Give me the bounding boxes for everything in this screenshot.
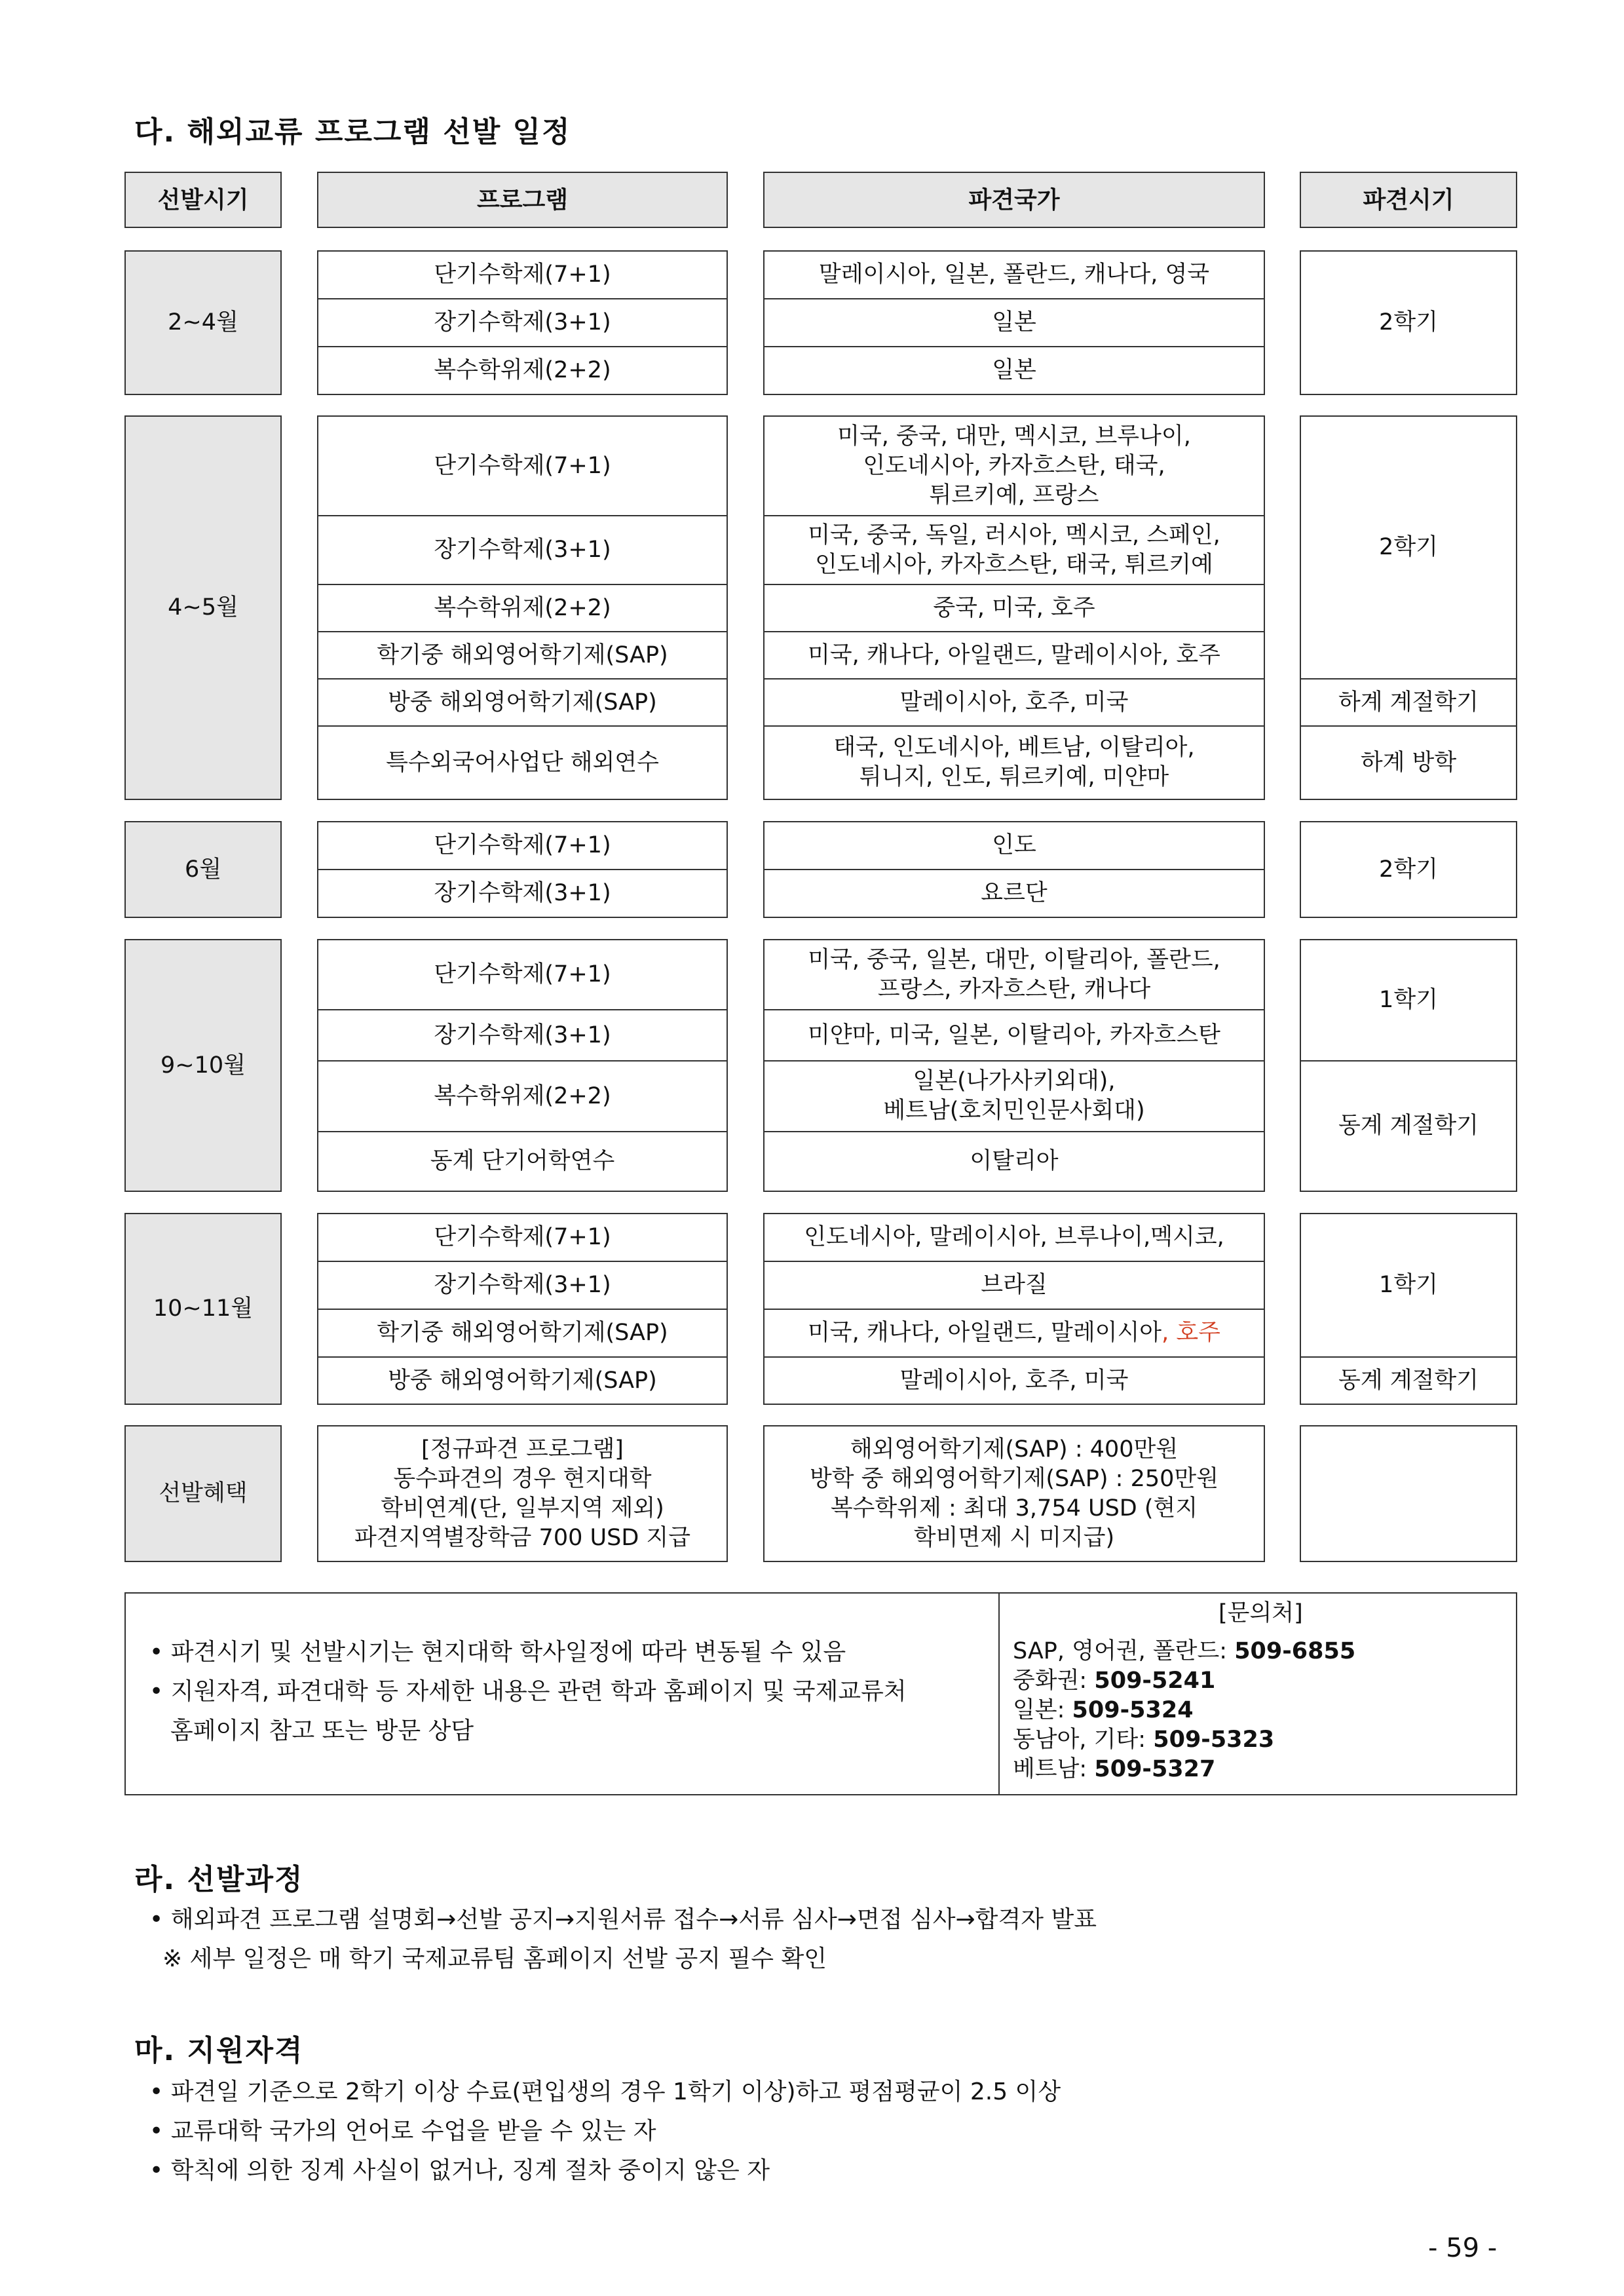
country-cell: 미국, 중국, 독일, 러시아, 멕시코, 스페인, 인도네시아, 카자흐스탄, 태국, 튀르키예 bbox=[763, 515, 1265, 585]
program-cell: 단기수학제(7+1) bbox=[317, 415, 728, 516]
bullet-icon: • bbox=[149, 1639, 164, 1666]
country-cell: 이탈리아 bbox=[763, 1131, 1265, 1192]
country-cell: 인도 bbox=[763, 821, 1265, 870]
program-cell: 복수학위제(2+2) bbox=[317, 1060, 728, 1132]
country-cell: 미국, 캐나다, 아일랜드, 말레이시아, 호주 bbox=[763, 631, 1265, 679]
notes-bullet-item: • 지원자격, 파견대학 등 자세한 내용은 관련 학과 홈페이지 및 국제교류처 bbox=[149, 1678, 907, 1705]
contact-item: 베트남: 509-5327 bbox=[1013, 1756, 1216, 1782]
program-cell: 장기수학제(3+1) bbox=[317, 869, 728, 918]
notes-bullets bbox=[149, 1633, 907, 1751]
period-cell: 9~10월 bbox=[124, 939, 282, 1192]
country-cell: 일본 bbox=[763, 346, 1265, 395]
country-cell: 요르단 bbox=[763, 869, 1265, 918]
dispatch-cell: 2학기 bbox=[1300, 415, 1517, 679]
country-cell: 일본 bbox=[763, 298, 1265, 347]
schedule-section-title: 다. 해외교류 프로그램 선발 일정 bbox=[134, 115, 571, 149]
country-cell: 미국, 중국, 대만, 멕시코, 브루나이, 인도네시아, 카자흐스탄, 태국, 튀르키예, 프랑스 bbox=[763, 415, 1265, 516]
country-cell: 미얀마, 미국, 일본, 이탈리아, 카자흐스탄 bbox=[763, 1009, 1265, 1062]
country-cell: 중국, 미국, 호주 bbox=[763, 584, 1265, 632]
eligibility-list bbox=[149, 2073, 1061, 2191]
dispatch-cell: 2학기 bbox=[1300, 821, 1517, 918]
process-steps: • 해외파견 프로그램 설명회→선발 공지→지원서류 접수→서류 심사→면접 심사→합격자 발표 bbox=[149, 1906, 1097, 1933]
dispatch-cell: 동계 계절학기 bbox=[1300, 1060, 1517, 1192]
program-cell: 방중 해외영어학기제(SAP) bbox=[317, 1356, 728, 1405]
period-cell: 10~11월 bbox=[124, 1213, 282, 1405]
benefits-empty-cell bbox=[1300, 1425, 1517, 1562]
period-cell: 6월 bbox=[124, 821, 282, 918]
notes-bullet-item: • 파견시기 및 선발시기는 현지대학 학사일정에 따라 변동될 수 있음 bbox=[149, 1639, 846, 1666]
country-cell: 말레이시아, 일본, 폴란드, 캐나다, 영국 bbox=[763, 250, 1265, 299]
contact-title: [문의처] bbox=[1218, 1600, 1303, 1626]
contact-item: 동남아, 기타: 509-5323 bbox=[1013, 1727, 1275, 1753]
program-cell: 장기수학제(3+1) bbox=[317, 515, 728, 585]
program-cell: 학기중 해외영어학기제(SAP) bbox=[317, 1309, 728, 1358]
country-cell: 미국, 중국, 일본, 대만, 이탈리아, 폴란드, 프랑스, 카자흐스탄, 캐나다 bbox=[763, 939, 1265, 1010]
program-cell: 방중 해외영어학기제(SAP) bbox=[317, 678, 728, 727]
contact-item: 중화권: 509-5241 bbox=[1013, 1668, 1216, 1694]
dispatch-cell: 1학기 bbox=[1300, 939, 1517, 1062]
contact-list bbox=[1013, 1637, 1355, 1784]
period-cell: 4~5월 bbox=[124, 415, 282, 800]
program-cell: 단기수학제(7+1) bbox=[317, 821, 728, 870]
country-cell: 브라질 bbox=[763, 1261, 1265, 1310]
benefits-label-cell: 선발혜택 bbox=[124, 1425, 282, 1562]
notes-bullet-continuation: 홈페이지 참고 또는 방문 상담 bbox=[170, 1717, 474, 1744]
eligibility-section-title: 마. 지원자격 bbox=[134, 2034, 304, 2067]
bullet-icon: • bbox=[149, 2157, 164, 2184]
country-cell: 말레이시아, 호주, 미국 bbox=[763, 678, 1265, 727]
program-cell: 장기수학제(3+1) bbox=[317, 1261, 728, 1310]
comma-red: , 호주 bbox=[1161, 1320, 1220, 1346]
eligibility-item: • 교류대학 국가의 언어로 수업을 받을 수 있는 자 bbox=[149, 2118, 656, 2145]
dispatch-cell: 동계 계절학기 bbox=[1300, 1356, 1517, 1405]
bullet-icon: • bbox=[149, 1678, 164, 1705]
program-cell: 복수학위제(2+2) bbox=[317, 584, 728, 632]
page-number: - 59 - bbox=[1428, 2233, 1498, 2263]
program-cell: 학기중 해외영어학기제(SAP) bbox=[317, 631, 728, 679]
header-program: 프로그램 bbox=[317, 172, 728, 228]
header-dispatch-country: 파견국가 bbox=[763, 172, 1265, 228]
eligibility-item: • 학칙에 의한 징계 사실이 없거나, 징계 절차 중이지 않은 자 bbox=[149, 2157, 770, 2184]
process-remark: ※ 세부 일정은 매 학기 국제교류팀 홈페이지 선발 공지 필수 확인 bbox=[162, 1945, 827, 1972]
process-section-title: 라. 선발과정 bbox=[134, 1863, 304, 1896]
program-cell: 단기수학제(7+1) bbox=[317, 939, 728, 1010]
bullet-icon: • bbox=[149, 2118, 164, 2145]
program-cell: 장기수학제(3+1) bbox=[317, 298, 728, 347]
benefits-country-cell: 해외영어학기제(SAP) : 400만원 방학 중 해외영어학기제(SAP) : 250만원 복수학위제 : 최대 3,754 USD (현지 학비면제 시 미지급) bbox=[763, 1425, 1265, 1562]
process-list bbox=[149, 1900, 1097, 1979]
notes-divider bbox=[998, 1592, 1000, 1795]
program-cell: 장기수학제(3+1) bbox=[317, 1009, 728, 1062]
country-cell: 미국, 캐나다, 아일랜드, 말레이시아, 호주 bbox=[763, 1309, 1265, 1358]
header-selection-period: 선발시기 bbox=[124, 172, 282, 228]
bullet-icon: • bbox=[149, 2078, 164, 2105]
country-cell: 일본(나가사키외대), 베트남(호치민인문사회대) bbox=[763, 1060, 1265, 1132]
country-cell: 태국, 인도네시아, 베트남, 이탈리아, 튀니지, 인도, 튀르키예, 미얀마 bbox=[763, 725, 1265, 800]
dispatch-cell: 하계 계절학기 bbox=[1300, 678, 1517, 727]
benefits-program-cell: [정규파견 프로그램] 동수파견의 경우 현지대학 학비연계(단, 일부지역 제외) 파견지역별장학금 700 USD 지급 bbox=[317, 1425, 728, 1562]
program-cell: 단기수학제(7+1) bbox=[317, 250, 728, 299]
program-cell: 단기수학제(7+1) bbox=[317, 1213, 728, 1262]
dispatch-cell: 하계 방학 bbox=[1300, 725, 1517, 800]
header-dispatch-period: 파견시기 bbox=[1300, 172, 1517, 228]
dispatch-cell: 1학기 bbox=[1300, 1213, 1517, 1358]
contact-item: SAP, 영어권, 폴란드: 509-6855 bbox=[1013, 1638, 1356, 1664]
program-cell: 특수외국어사업단 해외연수 bbox=[317, 725, 728, 800]
program-cell: 동계 단기어학연수 bbox=[317, 1131, 728, 1192]
program-cell: 복수학위제(2+2) bbox=[317, 346, 728, 395]
eligibility-item: • 파견일 기준으로 2학기 이상 수료(편입생의 경우 1학기 이상)하고 평점평균이 2.5 이상 bbox=[149, 2078, 1061, 2105]
country-cell: 말레이시아, 호주, 미국 bbox=[763, 1356, 1265, 1405]
dispatch-cell: 2학기 bbox=[1300, 250, 1517, 395]
contact-item: 일본: 509-5324 bbox=[1013, 1697, 1194, 1723]
country-cell: 인도네시아, 말레이시아, 브루나이,멕시코, bbox=[763, 1213, 1265, 1262]
bullet-icon: • bbox=[149, 1906, 164, 1933]
period-cell: 2~4월 bbox=[124, 250, 282, 395]
